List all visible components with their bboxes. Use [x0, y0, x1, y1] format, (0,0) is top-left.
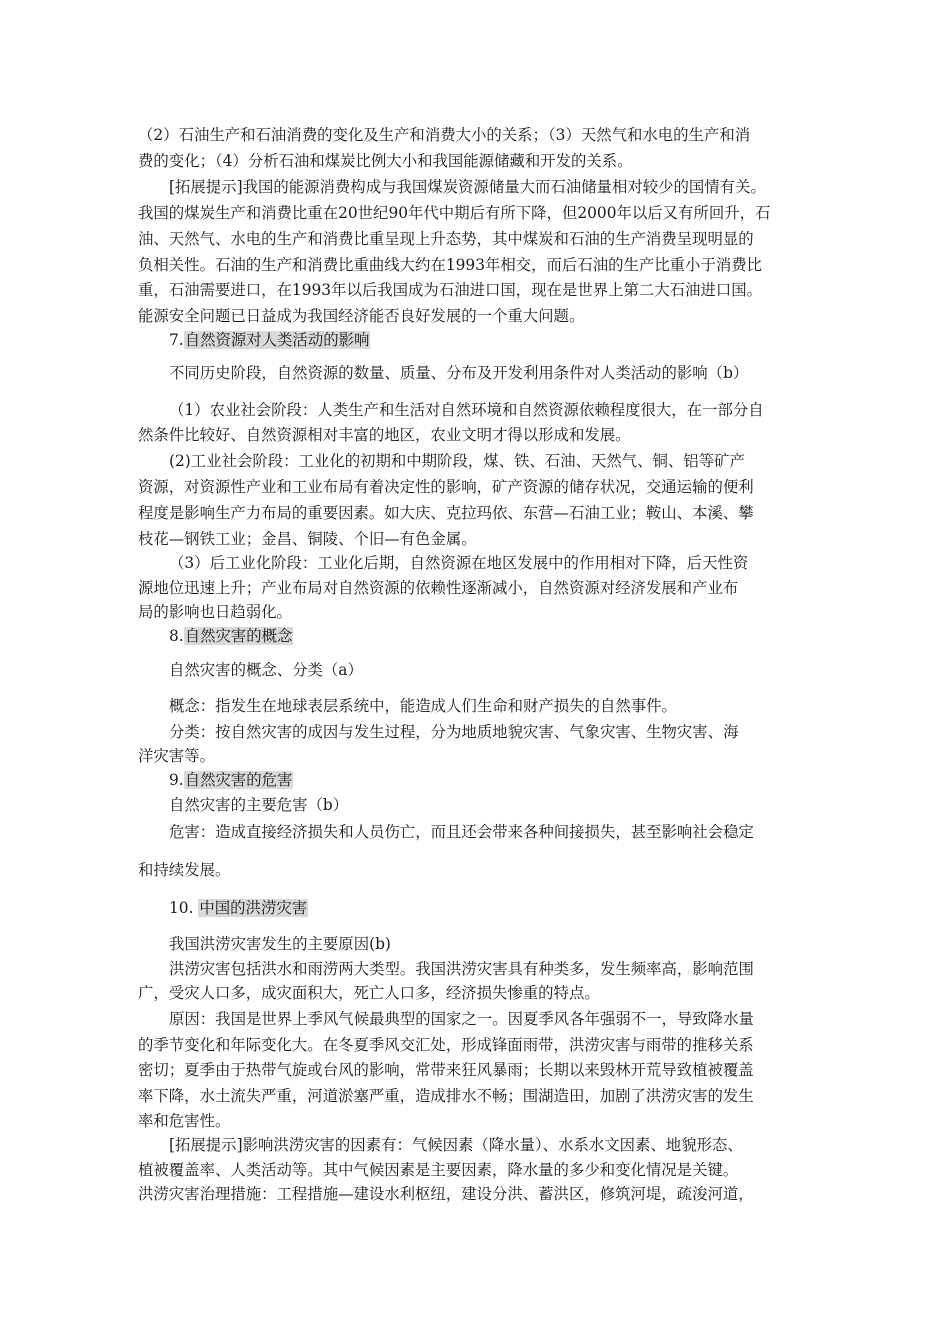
heading-title: 自然灾害的概念 — [184, 627, 293, 645]
text-line: 不同历史阶段，自然资源的数量、质量、分布及开发利用条件对人类活动的影响（b） — [169, 364, 749, 382]
heading-title: 自然资源对人类活动的影响 — [184, 331, 370, 349]
text-line: 资源，对资源性产业和工业布局有着决定性的影响，矿产资源的储存状况，交通运输的便利 — [138, 478, 754, 496]
text-line: 我国的煤炭生产和消费比重在20世纪90年代中期后有所下降，但2000年以后又有所回升，石 — [138, 204, 771, 222]
section-heading — [169, 770, 293, 790]
text-line: 和持续发展。 — [138, 861, 231, 879]
text-line: 危害：造成直接经济损失和人员伤亡，而且还会带来各种间接损失，甚至影响社会稳定 — [169, 823, 754, 841]
text-line: （3）后工业化阶段：工业化后期，自然资源在地区发展中的作用相对下降，后天性资 — [169, 554, 749, 572]
text-line: 能源安全问题已日益成为我国经济能否良好发展的一个重大问题。 — [138, 307, 585, 325]
text-line: 原因：我国是世界上季风气候最典型的国家之一。因夏季风各年强弱不一，导致降水量 — [169, 1010, 754, 1028]
text-line: 植被覆盖率、人类活动等。其中气候因素是主要因素，降水量的多少和变化情况是关键。 — [138, 1161, 739, 1179]
heading-number: 7. — [169, 331, 184, 349]
text-line: 枝花—钢铁工业；金昌、铜陵、个旧—有色金属。 — [138, 530, 477, 548]
heading-number: 10. — [169, 899, 199, 917]
heading-number: 8. — [169, 627, 184, 645]
text-line: 源地位迅速上升；产业布局对自然资源的依赖性逐渐减小，自然资源对经济发展和产业布 — [138, 579, 739, 597]
heading-title: 中国的洪涝灾害 — [199, 899, 308, 917]
text-line: 洪涝灾害包括洪水和雨涝两大类型。我国洪涝灾害具有种类多，发生频率高，影响范围 — [169, 960, 754, 978]
text-line: 局的影响也日趋弱化。 — [138, 603, 292, 621]
text-line: 分类：按自然灾害的成因与发生过程，分为地质地貌灾害、气象灾害、生物灾害、海 — [169, 723, 739, 741]
text-line: 油、天然气、水电的生产和消费比重呈现上升态势，其中煤炭和石油的生产消费呈现明显的 — [138, 230, 754, 248]
text-line: 我国洪涝灾害发生的主要原因(b) — [169, 935, 391, 953]
heading-number: 9. — [169, 771, 184, 789]
text-line: [拓展提示]影响洪涝灾害的因素有：气候因素（降水量）、水系水文因素、地貌形态、 — [169, 1136, 743, 1154]
text-line: 程度是影响生产力布局的重要因素。如大庆、克拉玛依、东营—石油工业；鞍山、本溪、攀 — [138, 504, 754, 522]
section-heading — [169, 898, 308, 918]
text-line: 率下降，水土流失严重，河道淤塞严重，造成排水不畅；围湖造田，加剧了洪涝灾害的发生 — [138, 1087, 754, 1105]
text-line: （1）农业社会阶段：人类生产和生活对自然环境和自然资源依赖程度很大，在一部分自 — [169, 401, 764, 419]
text-line: 负相关性。石油的生产和消费比重曲线大约在1993年相交，而后石油的生产比重小于消费比 — [138, 256, 763, 274]
text-line: 密切；夏季由于热带气旋或台风的影响，常带来狂风暴雨；长期以来毁林开荒导致植被覆盖 — [138, 1061, 754, 1079]
text-line: 的季节变化和年际变化大。在冬夏季风交汇处，形成锋面雨带，洪涝灾害与雨带的推移关系 — [138, 1036, 754, 1054]
text-line: [拓展提示]我国的能源消费构成与我国煤炭资源储量大而石油储量相对较少的国情有关。 — [169, 178, 766, 196]
text-line: 自然灾害的主要危害（b） — [169, 796, 349, 814]
text-line: 广，受灾人口多，成灾面积大，死亡人口多，经济损失惨重的特点。 — [138, 984, 600, 1002]
text-line: 重，石油需要进口，在1993年以后我国成为石油进口国，现在是世界上第二大石油进口国。 — [138, 281, 763, 299]
text-line: （2）石油生产和石油消费的变化及生产和消费大小的关系；（3）天然气和水电的生产和消 — [138, 126, 751, 144]
heading-title: 自然灾害的危害 — [184, 771, 293, 789]
text-line: 洋灾害等。 — [138, 747, 215, 765]
section-heading — [169, 330, 370, 350]
section-heading — [169, 626, 293, 646]
text-line: 洪涝灾害治理措施：工程措施—建设水利枢纽，建设分洪、蓄洪区，修筑河堤，疏浚河道， — [138, 1185, 754, 1203]
text-line: 率和危害性。 — [138, 1112, 231, 1130]
text-line: (2)工业社会阶段：工业化的初期和中期阶段，煤、铁、石油、天然气、铜、铝等矿产 — [169, 452, 745, 470]
text-line: 概念：指发生在地球表层系统中，能造成人们生命和财产损失的自然事件。 — [169, 697, 677, 715]
text-line: 自然灾害的概念、分类（a） — [169, 661, 363, 679]
text-line: 然条件比较好、自然资源相对丰富的地区，农业文明才得以形成和发展。 — [138, 426, 631, 444]
text-line: 费的变化；（4）分析石油和煤炭比例大小和我国能源储藏和开发的关系。 — [138, 152, 633, 170]
